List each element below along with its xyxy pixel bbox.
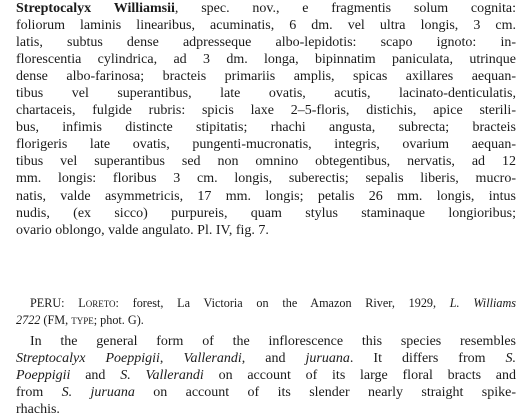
specimen-line-1 — [16, 296, 516, 313]
description-line-11: mm. longis: floribus 3 cm. longis, suberectis; sepalis liberis, mucro- — [16, 171, 516, 187]
department: Loreto — [78, 296, 116, 310]
specimen-line-2: 2722 (FM, type; phot. G). — [16, 313, 144, 328]
description-line-13: nudis, (ex sicco) purpureis, quam stylus staminaque longioribus; — [16, 205, 516, 221]
specimen-citation — [16, 296, 516, 330]
description-line-12: natis, valde asymmetricis, 17 mm. longis; petalis 26 mm. longis, intus — [16, 188, 516, 204]
description-line-14: ovario oblongo, valde angulato. Pl. IV, fig. 7. — [16, 222, 269, 238]
collector: L. Williams — [449, 296, 516, 310]
note-line-3: Poeppigii and S. Vallerandi on account of its large floral bracts and — [16, 368, 517, 384]
species-description — [16, 0, 516, 239]
type-label: type — [71, 313, 94, 328]
description-line-10: tibus vel superantibus sed non omnino obtegentibus, nervatis, ad 12 — [16, 154, 516, 170]
collection-number: 2722 — [16, 313, 41, 328]
discussion-paragraph — [16, 333, 516, 418]
note-line-5: rhachis. — [16, 402, 60, 418]
note-line-4: from S. juruana on account of its slender nearly straight spike- — [16, 385, 516, 401]
description-line-6: tibus vel superantibus, late ovatis, acutis, lacinato-denticulatis, — [16, 86, 516, 102]
description-line-2: foliorum laminis linearibus, acuminatis, 6 dm. vel ultra longis, 3 cm. — [16, 18, 516, 34]
description-line-3: latis, subtus dense adpresseque albo-lepidotis: scapo ignoto: in- — [16, 35, 516, 51]
locality: : forest, La Victoria on the Amazon River, 1929, — [115, 296, 437, 310]
description-line-7: chartaceis, fulgide rubris: spicis laxe 2–5-floris, distichis, apice sterili- — [16, 103, 516, 119]
description-line-4: florescentia cylindrica, ad 3 dm. longa, bipinnatim paniculata, utrinque — [16, 52, 516, 68]
note-line-1: In the general form of the inflorescence this species resembles — [30, 334, 516, 349]
description-line-5: dense albo-farinosa; bracteis primariis amplis, spicas axillares aequan- — [16, 69, 516, 85]
description-line-8: bus, infimis distincte stipitatis; rhachi angusta, subrecta; bracteis — [16, 120, 516, 136]
species-name: Streptocalyx Williamsii — [16, 1, 175, 16]
description-line-1: Streptocalyx Williamsii, spec. nov., e fragmentis solum cognita: — [16, 1, 516, 16]
country: PERU: — [30, 296, 65, 310]
description-line-9: florigeris late ovatis, pungenti-mucronatis, integris, ovarium aequan- — [16, 137, 516, 153]
note-line-2: Streptocalyx Poeppigii, Vallerandi, and juruana. It differs from S. — [16, 351, 517, 367]
